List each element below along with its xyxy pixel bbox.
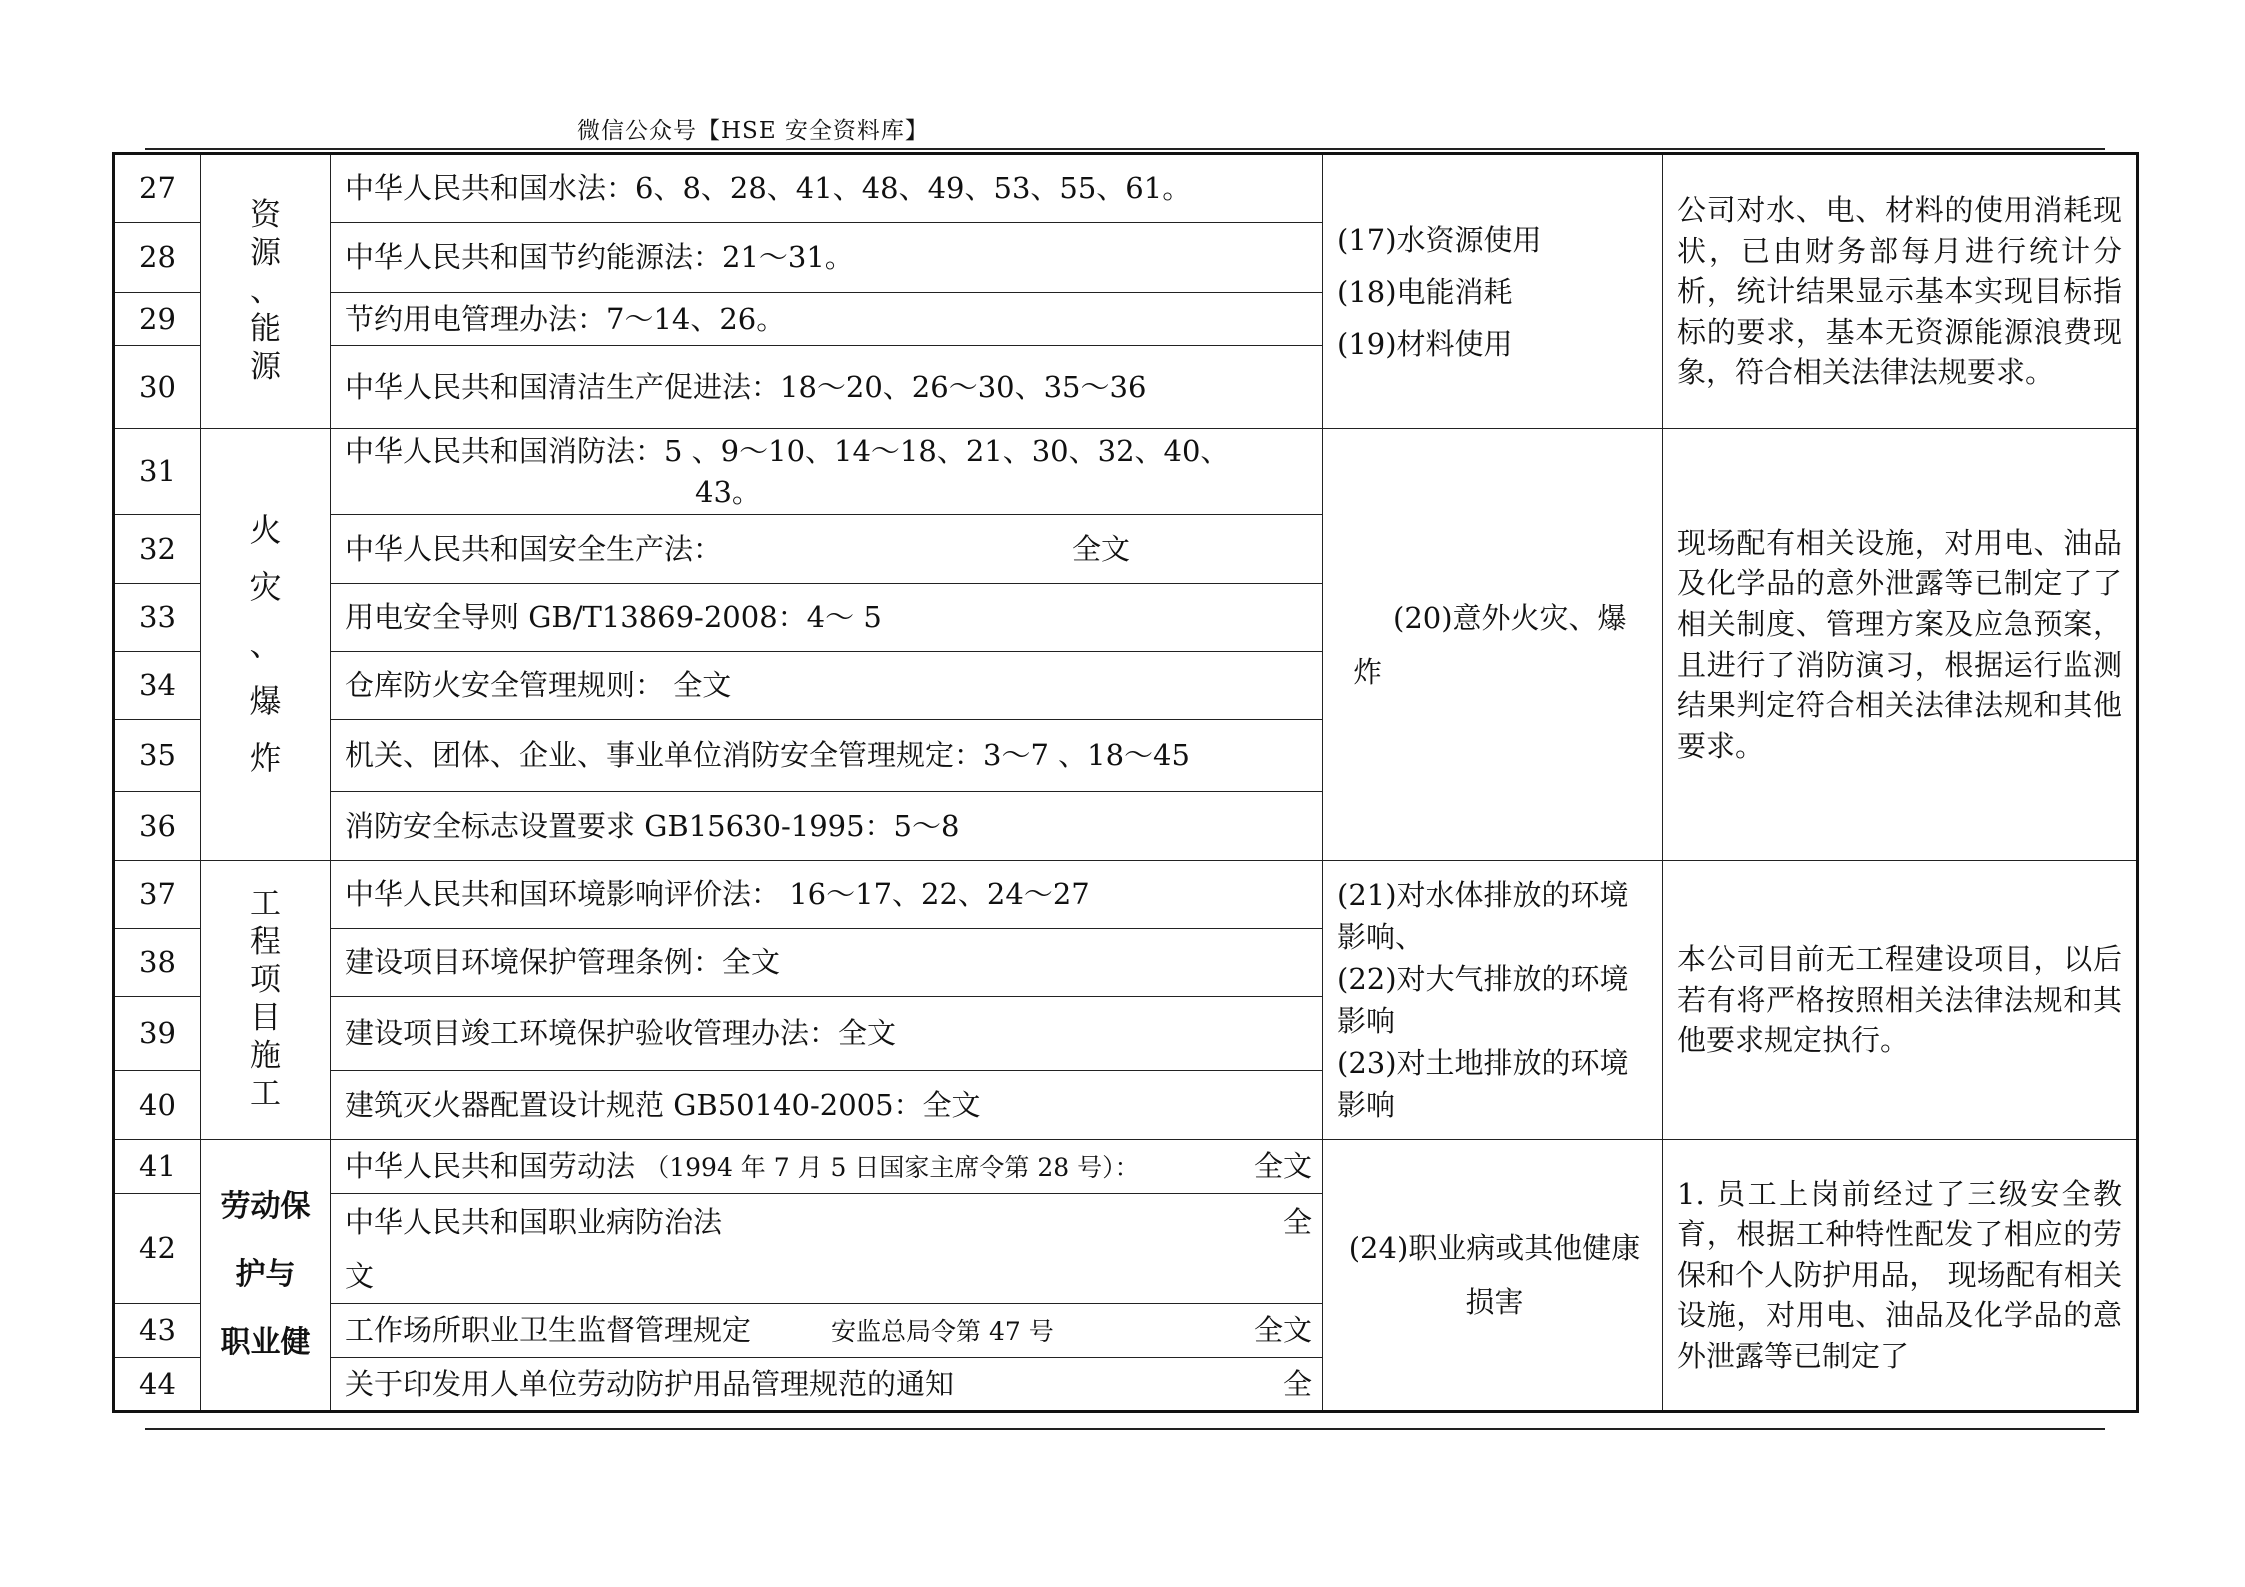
factor-cell: (20)意外火灾、爆炸 <box>1323 429 1663 861</box>
row-number: 28 <box>114 223 201 293</box>
row-number: 42 <box>114 1194 201 1304</box>
page-header-title: 微信公众号【HSE 安全资料库】 <box>577 118 929 144</box>
law-cell: 关于印发用人单位劳动防护用品管理规范的通知 全 <box>331 1358 1323 1412</box>
law-cell: 中华人民共和国环境影响评价法： 16～17、22、24～27 <box>331 861 1323 929</box>
law-cell: 中华人民共和国安全生产法： 全文 <box>331 515 1323 584</box>
category-cell <box>201 429 331 861</box>
row-number: 44 <box>114 1358 201 1412</box>
law-cell: 建设项目环境保护管理条例：全文 <box>331 929 1323 997</box>
row-number: 43 <box>114 1304 201 1358</box>
category-label: 工 程 项 目 施 工 <box>250 886 281 1113</box>
row-number: 30 <box>114 346 201 429</box>
law-cell: 中华人民共和国劳动法 （1994 年 7 月 5 日国家主席令第 28 号）： 全文 <box>331 1140 1323 1194</box>
category-cell <box>201 1140 331 1412</box>
category-label: 资 源 、 能 源 <box>250 196 281 385</box>
category-cell <box>201 154 331 429</box>
table-row <box>114 861 2138 929</box>
result-cell: 现场配有相关设施，对用电、油品及化学品的意外泄露等已制定了了相关制度、管理方案及应急预案，且进行了消防演习，根据运行监测结果判定符合相关法律法规和其他要求。 <box>1663 429 2138 861</box>
row-number: 39 <box>114 997 201 1071</box>
header-divider <box>145 148 2105 150</box>
row-number: 38 <box>114 929 201 997</box>
law-cell: 中华人民共和国节约能源法：21～31。 <box>331 223 1323 293</box>
factor-cell: (24)职业病或其他健康损害 <box>1323 1140 1663 1412</box>
law-cell: 中华人民共和国消防法：5 、9～10、14～18、21、30、32、40、 43。 <box>331 429 1323 515</box>
law-cell: 中华人民共和国清洁生产促进法：18～20、26～30、35～36 <box>331 346 1323 429</box>
table-row <box>114 429 2138 515</box>
law-cell: 消防安全标志设置要求 GB15630-1995：5～8 <box>331 792 1323 861</box>
row-number: 36 <box>114 792 201 861</box>
law-cell: 工作场所职业卫生监督管理规定 安监总局令第 47 号 全文 <box>331 1304 1323 1358</box>
law-cell: 建设项目竣工环境保护验收管理办法：全文 <box>331 997 1323 1071</box>
row-number: 37 <box>114 861 201 929</box>
row-number: 29 <box>114 293 201 346</box>
category-cell <box>201 861 331 1140</box>
law-cell: 中华人民共和国水法：6、8、28、41、48、49、53、55、61。 <box>331 154 1323 223</box>
row-number: 27 <box>114 154 201 223</box>
law-cell: 建筑灭火器配置设计规范 GB50140-2005：全文 <box>331 1071 1323 1140</box>
row-number: 34 <box>114 652 201 720</box>
category-label: 火 灾 、 爆 炸 <box>249 511 282 777</box>
table-row <box>114 154 2138 223</box>
result-cell: 1. 员工上岗前经过了三级安全教育，根据工种特性配发了相应的劳保和个人防护用品， 现场配有相关设施，对用电、油品及化学品的意外泄露等已制定了 <box>1663 1140 2138 1412</box>
law-cell: 仓库防火安全管理规则： 全文 <box>331 652 1323 720</box>
row-number: 41 <box>114 1140 201 1194</box>
regulation-table <box>112 152 2139 1413</box>
table-row <box>114 1140 2138 1194</box>
row-number: 35 <box>114 720 201 792</box>
law-cell: 中华人民共和国职业病防治法 全 文 <box>331 1194 1323 1304</box>
category-label: 劳动保 护与 职业健 <box>220 1189 311 1360</box>
footer-divider <box>145 1428 2105 1430</box>
factor-cell: (17)水资源使用 (18)电能消耗 (19)材料使用 <box>1323 154 1663 429</box>
law-cell: 节约用电管理办法：7～14、26。 <box>331 293 1323 346</box>
row-number: 31 <box>114 429 201 515</box>
row-number: 33 <box>114 584 201 652</box>
law-cell: 用电安全导则 GB/T13869-2008：4～ 5 <box>331 584 1323 652</box>
row-number: 40 <box>114 1071 201 1140</box>
result-cell: 公司对水、电、材料的使用消耗现状，已由财务部每月进行统计分析，统计结果显示基本实现目标指标的要求，基本无资源能源浪费现象，符合相关法律法规要求。 <box>1663 154 2138 429</box>
factor-cell: (21)对水体排放的环境影响、 (22)对大气排放的环境影响 (23)对土地排放的环境影响 <box>1323 861 1663 1140</box>
law-cell: 机关、团体、企业、事业单位消防安全管理规定：3～7 、18～45 <box>331 720 1323 792</box>
row-number: 32 <box>114 515 201 584</box>
result-cell: 本公司目前无工程建设项目，以后若有将严格按照相关法律法规和其他要求规定执行。 <box>1663 861 2138 1140</box>
